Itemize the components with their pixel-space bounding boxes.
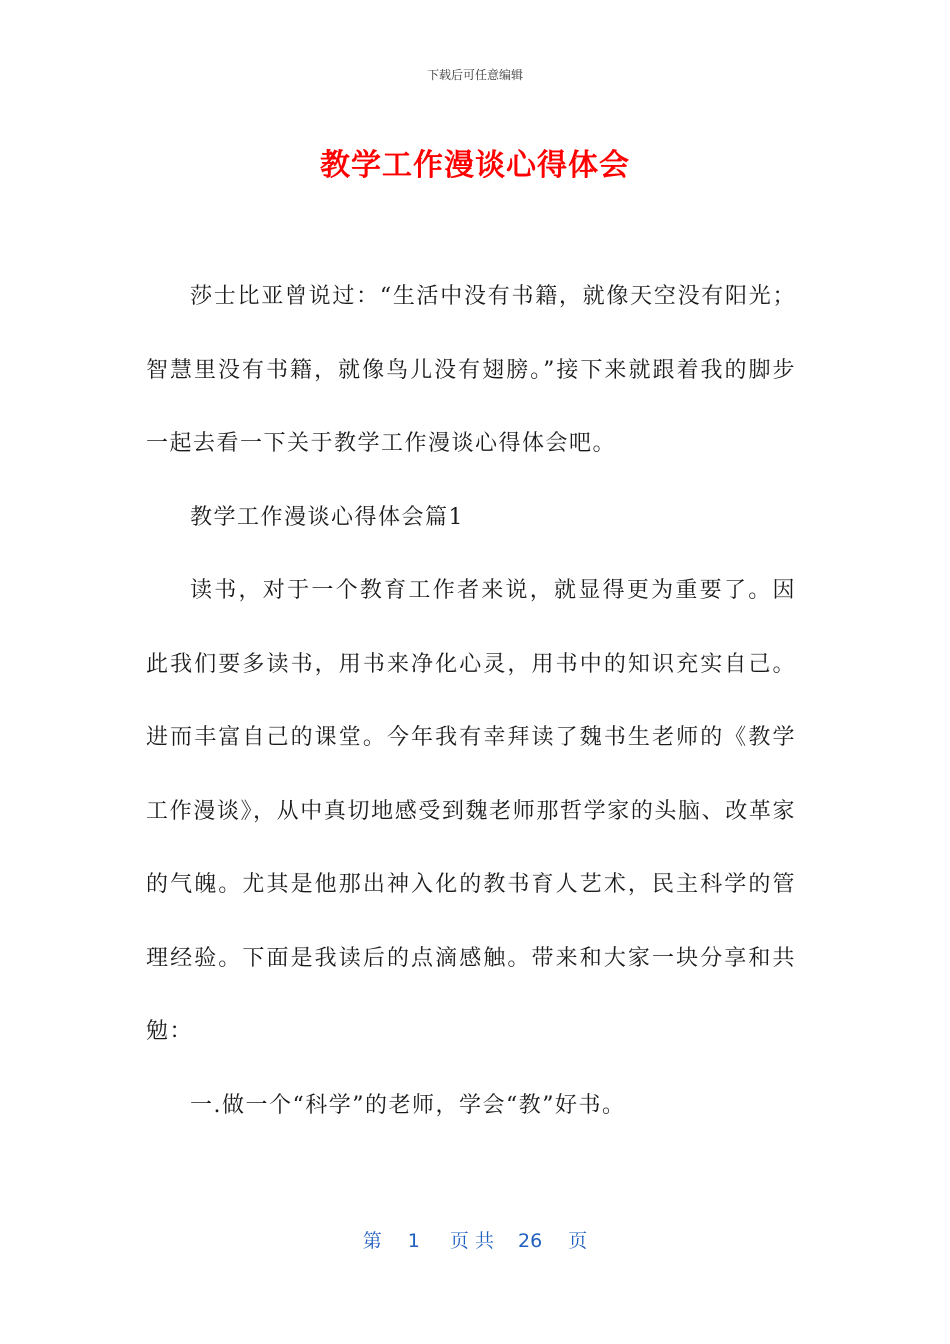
paragraph-section-heading: 教学工作漫谈心得体会篇1 xyxy=(190,504,464,530)
footer-suffix: 页 xyxy=(568,1230,588,1252)
footer-total-pages: 26 xyxy=(518,1230,543,1252)
footer-page-number: 1 xyxy=(407,1230,420,1252)
page-footer xyxy=(0,1226,950,1253)
document-title: 教学工作漫谈心得体会 xyxy=(320,148,630,183)
header-note: 下载后可任意编辑 xyxy=(426,68,523,82)
footer-middle: 页 共 xyxy=(449,1230,494,1252)
paragraph-point-one: 一.做一个“科学”的老师，学会“教”好书。 xyxy=(190,1092,626,1118)
document-body xyxy=(146,260,796,1142)
footer-prefix: 第 xyxy=(362,1230,382,1252)
paragraph-reading: 读书，对于一个教育工作者来说，就显得更为重要了。因此我们要多读书，用书来净化心灵，用书中的知识充实自己。进而丰富自己的课堂。今年我有幸拜读了魏书生老师的《教学工作漫谈》，从中真切地感受到魏老师那哲学家的头脑、改革家的气魄。尤其是他那出神入化的教书育人艺术，民主科学的管理经验。下面是我读后的点滴感触。带来和大家一块分享和共勉： xyxy=(146,578,796,1044)
paragraph-intro: 莎士比亚曾说过：“生活中没有书籍，就像天空没有阳光；智慧里没有书籍，就像鸟儿没有翅膀。”接下来就跟着我的脚步一起去看一下关于教学工作漫谈心得体会吧。 xyxy=(146,284,796,456)
